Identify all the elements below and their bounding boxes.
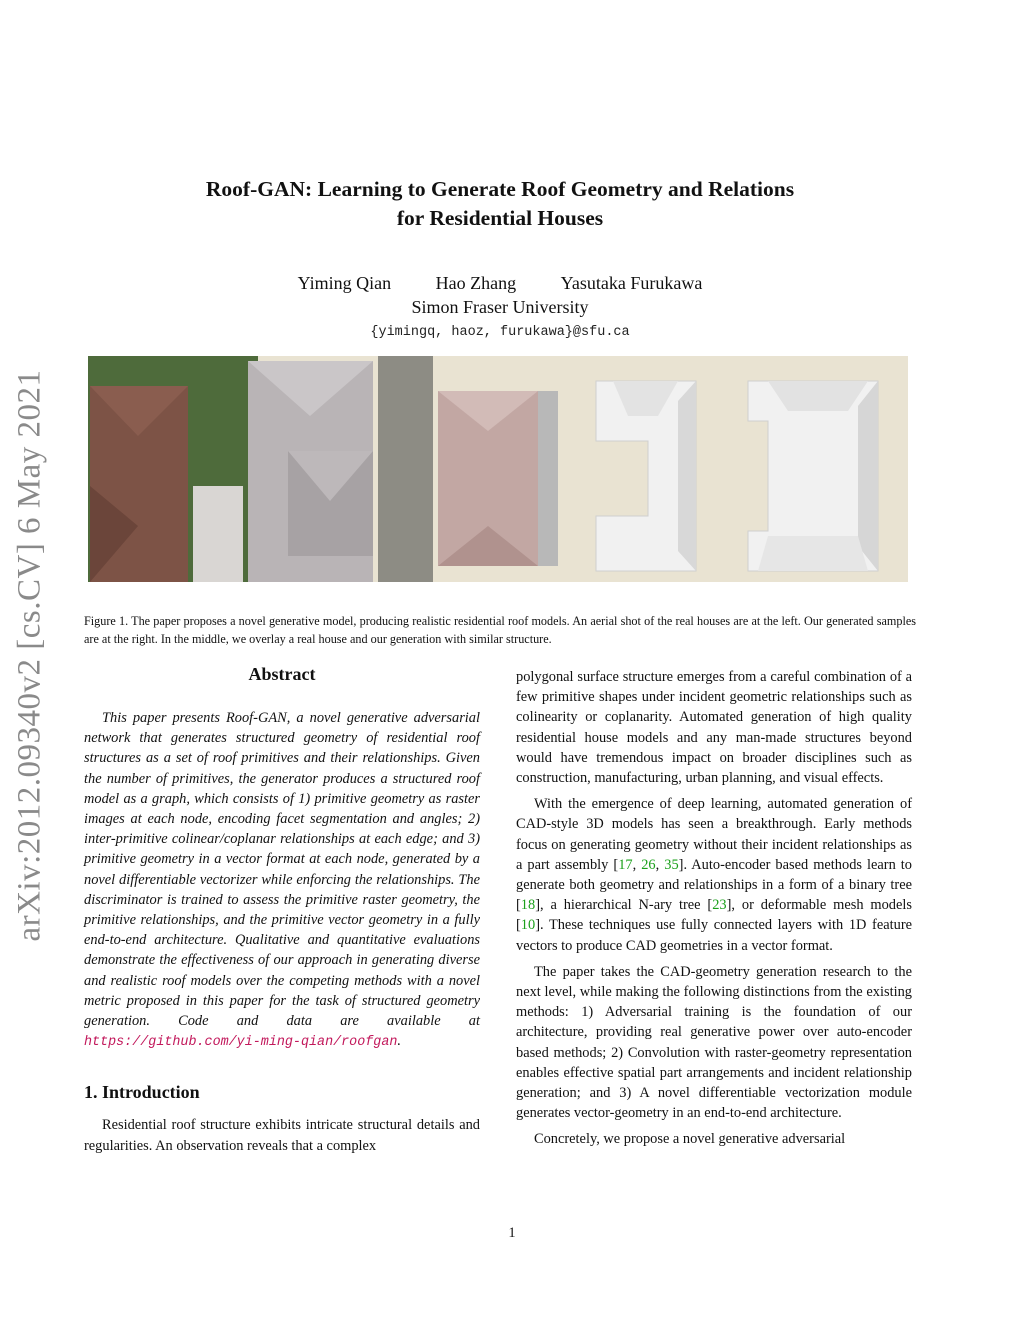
flat-roof-annex [193,486,243,582]
abstract-text [84,708,480,1053]
citation-link[interactable]: 17 [618,856,633,873]
citation-link[interactable]: 18 [520,897,536,914]
abstract-body: This paper presents Roof-GAN, a novel generative adversarial network that generates structured geometry of residential roof structures as a set of roof primitives and their relationships. Given the number of primitives, the generator produces a structured roof model as a graph, which consists of 1) primitive geometry as raster images at each node, encoding facet segmentation and angles; 2) inter-primitive colinear/coplanar relationships at each edge; and 3) primitive geometry in a vector format at each node, generated by a novel differentiable vectorizer while enforcing the relationships. The discriminator is trained to assess the primitive raster geometry, the primitive relationships, and the primitive vector geometry in a fully end-to-end architecture. Qualitative and quantitative evaluations demonstrate the effectiveness of our approach in generating diverse and realistic roof models over the competing methods with a novel metric proposed in this paper for the task of structured geometry generation. Code and data are available at [84,710,480,1030]
para2-text: ]. Auto-encoder based methods learn to generate both geometry and relationships in a form of a binary tree [ [516,856,913,914]
author-name: Yasutaka Furukawa [560,273,703,293]
arxiv-stamp [6,355,54,955]
para2-sep: , [632,856,642,873]
right-paragraph-3: The paper takes the CAD-geometry generation research to the next level, while making the following distinctions from the existing methods: 1) Adversarial training is the foundation of our architecture, providing real generative power over auto-encoder based methods; 2) Convolution with raster-geometry representation enables effective spatial part arrangements and incident relationship generation; and 3) A novel differentiable vectorization module generates vector-geometry in an end-to-end architecture. [516,963,912,1122]
abstract-heading: Abstract [248,664,316,684]
para2-text: ], or deformable mesh models [ [516,897,912,934]
title-line-2: for Residential Houses [396,206,604,230]
citation-link[interactable]: 26 [641,856,656,873]
author-name: Hao Zhang [435,273,517,293]
para2-sep: , [655,856,665,873]
generated-roof-2-facet [858,381,878,571]
citation-link[interactable]: 10 [520,917,536,934]
arxiv-stamp-text: arXiv:2012.09340v2 [cs.CV] 6 May 2021 [11,368,48,942]
driveway [378,356,433,582]
title-line-1: Roof-GAN: Learning to Generate Roof Geometry and Relations [205,177,795,201]
author-name: Yiming Qian [297,273,392,293]
left-column [84,660,480,1162]
generated-roof-1-facet [678,381,696,571]
right-paragraph-4: Concretely, we propose a novel generative adversarial [534,1131,846,1148]
author-block [150,271,850,347]
figure-1-image [88,356,908,582]
right-paragraph-2 [516,794,912,956]
introduction-heading: 1. Introduction [84,1082,200,1103]
affiliation: Simon Fraser University [411,297,589,317]
code-link[interactable]: https://github.com/yi-ming-qian/roofgan [84,1035,398,1051]
para2-text: ], a hierarchical N-ary tree [ [535,897,713,914]
figure-caption: Figure 1. The paper proposes a novel generative model, producing realistic residential roof models. An aerial shot of the real houses are at the left. Our generated samples are at the right. In the middle, we overlay a real house and our generation with similar structure. [84,614,916,646]
right-paragraph-1: polygonal surface structure emerges from a careful combination of a few primitive shapes under incident geometric relationships such as colinearity or coplanarity. Automated generation of high quality residential house models and any man-made structures beyond would have tremendous impact on broader disciplines such as construction, manufacturing, urban planning, and visual effects. [516,669,912,787]
generated-roof-2-facet [758,536,868,571]
para2-text: ]. These techniques use fully connected layers with 1D feature vectors to produce CAD geometries in a vector format. [516,917,912,954]
citation-link[interactable]: 23 [712,897,727,914]
page-number: 1 [508,1225,516,1241]
paper-title [100,175,900,233]
intro-paragraph: Residential roof structure exhibits intricate structural details and regularities. An observation reveals that a complex [84,1117,480,1154]
roof-illustration [88,356,908,582]
author-emails: {yimingq, haoz, furukawa}@sfu.ca [370,325,630,340]
citation-link[interactable]: 35 [664,856,679,873]
para2-text: With the emergence of deep learning, automated generation of CAD-style 3D models has seen a breakthrough. Early methods focus on generating geometry without their incident relationships as a part assembly [ [516,796,912,873]
author-names [150,271,850,295]
right-column [516,667,912,1156]
generated-overlay-edge [538,391,558,566]
abstract-end: . [397,1033,402,1050]
